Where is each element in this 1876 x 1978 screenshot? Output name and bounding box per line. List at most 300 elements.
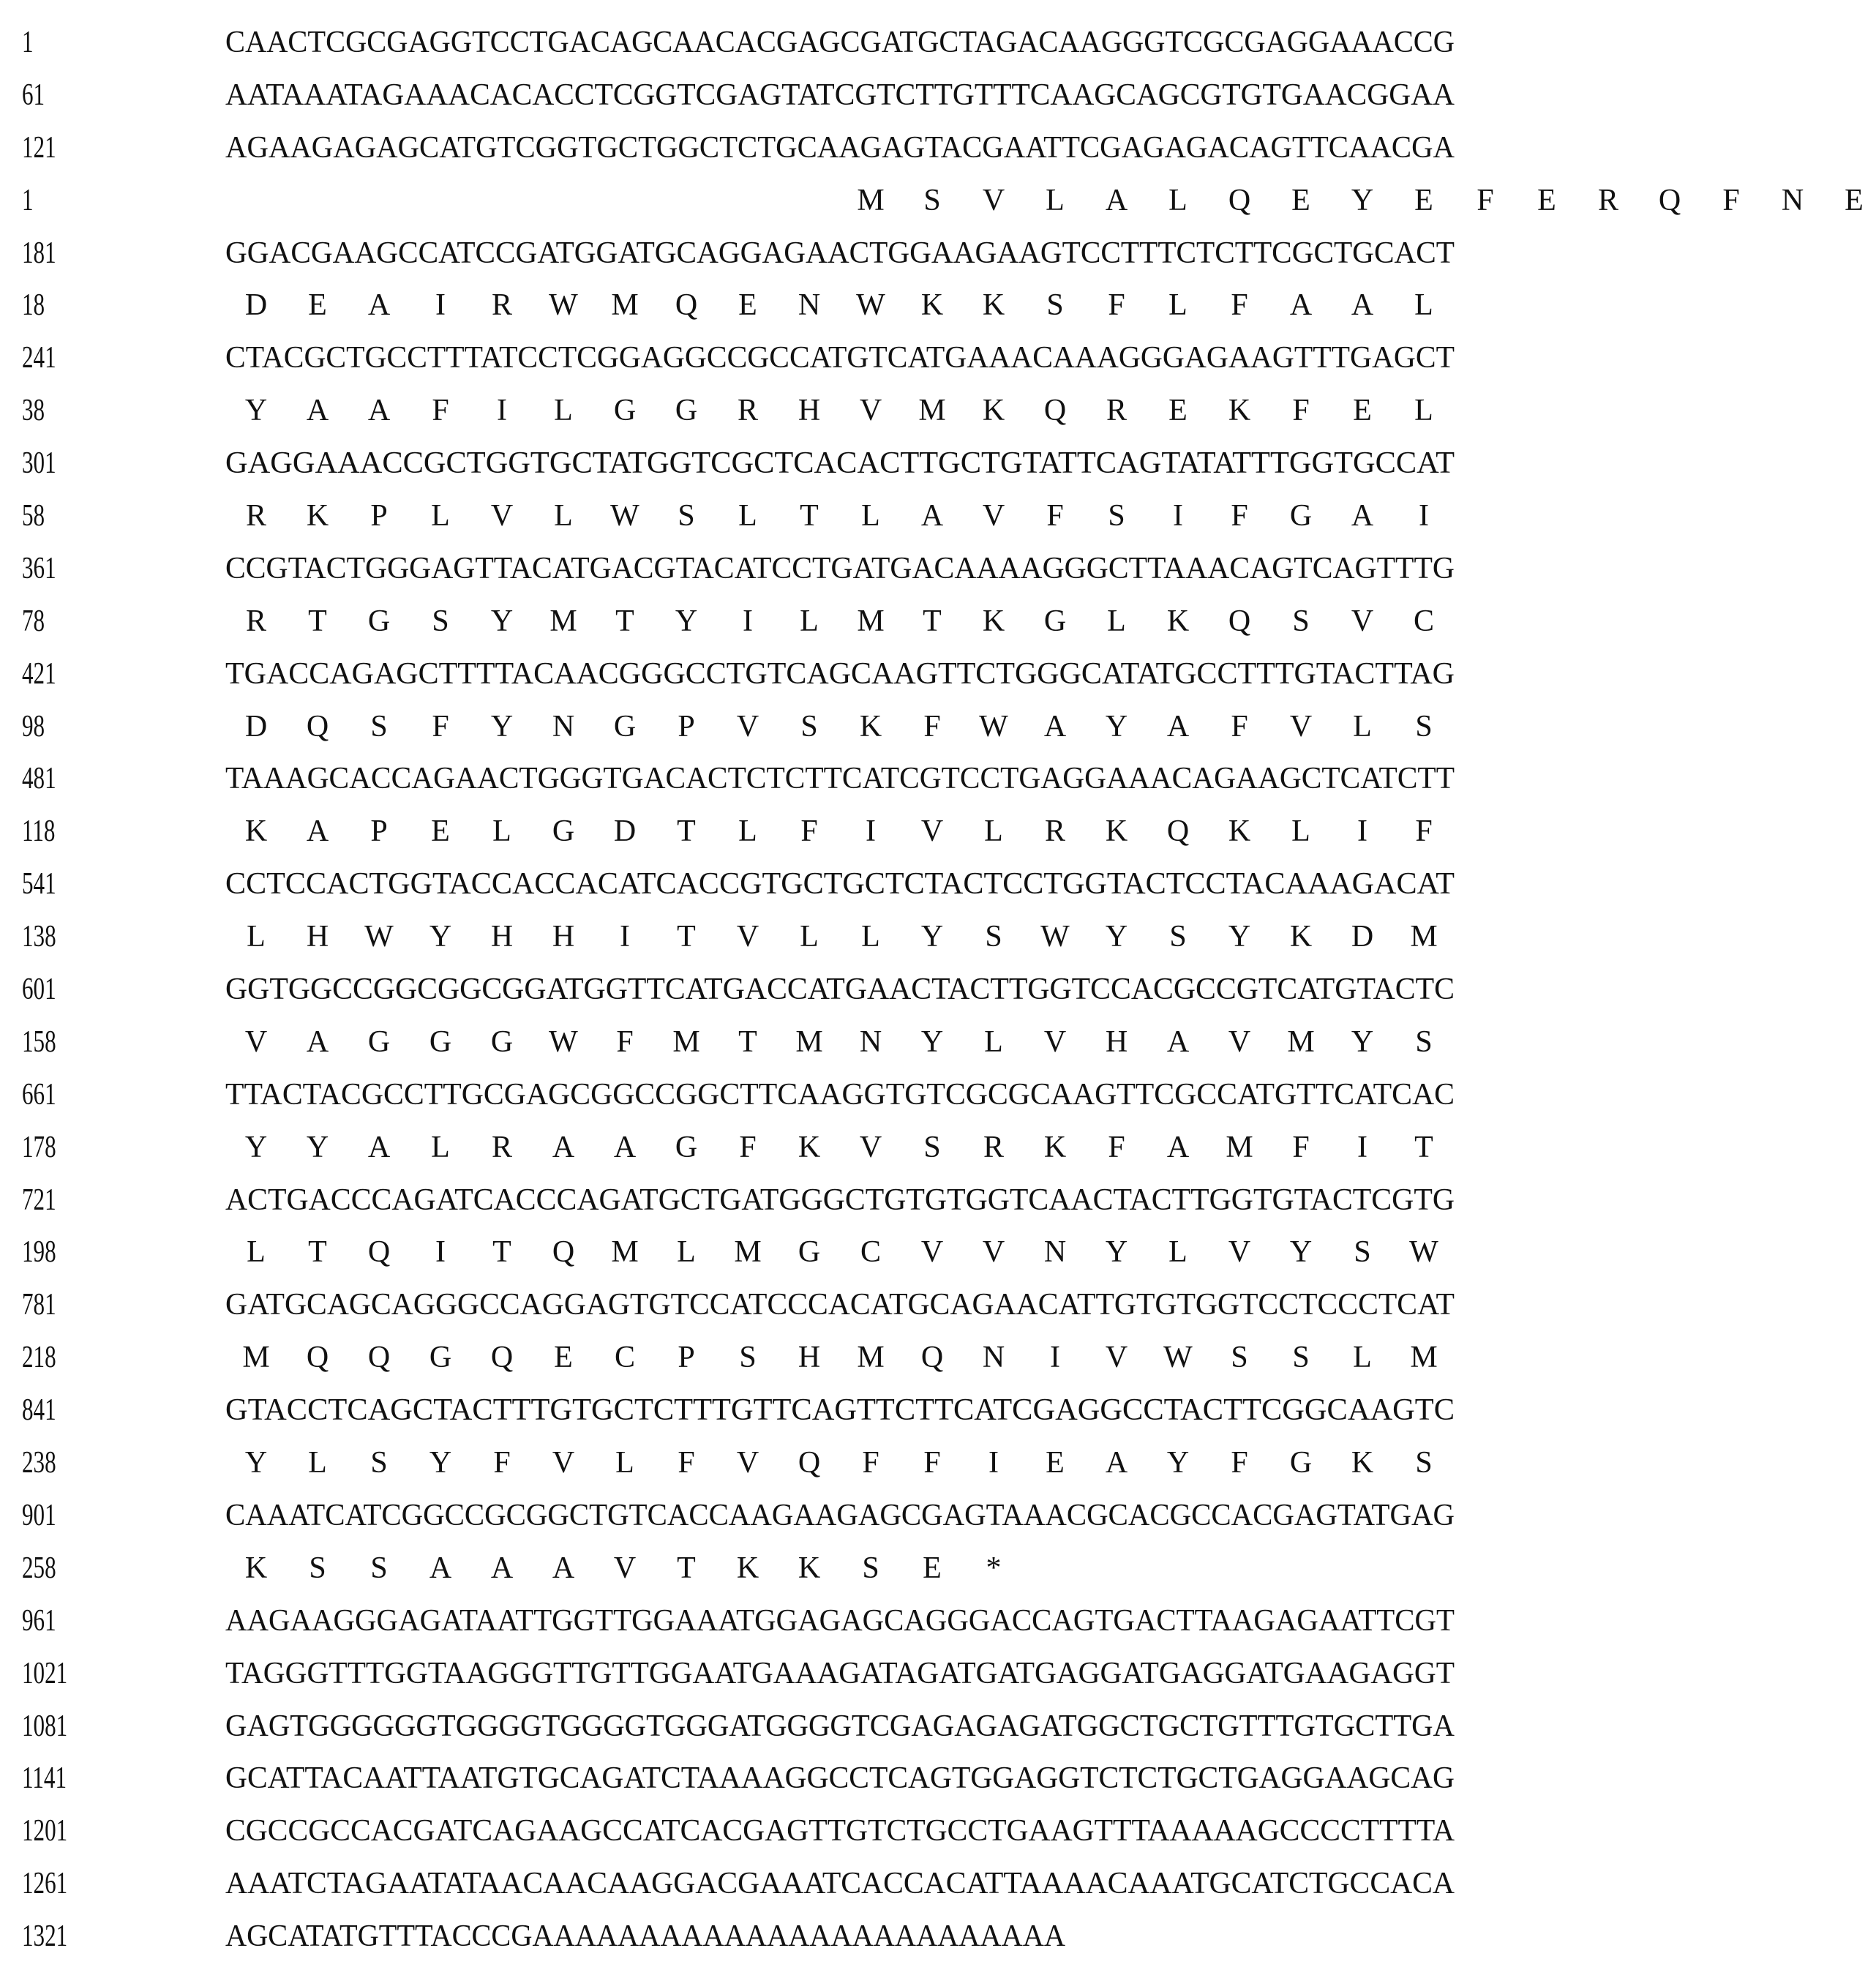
amino-acid-residue: V xyxy=(920,814,944,849)
amino-acid-residue: R xyxy=(1044,814,1065,849)
amino-acid-residue: W xyxy=(549,288,578,323)
amino-acid-residue: C xyxy=(1413,604,1434,638)
nucleotide-row xyxy=(0,1384,1466,1436)
amino-acid-residue: Q xyxy=(1228,183,1251,217)
nucleotide-row xyxy=(0,227,1466,280)
amino-acid-residue: V xyxy=(982,1235,1005,1270)
nucleotide-row xyxy=(0,16,1466,69)
amino-acid-residue: N xyxy=(982,1341,1005,1375)
amino-acid-residue: S xyxy=(678,499,695,533)
amino-acid-residue: V xyxy=(1351,604,1374,638)
amino-acid-sequence xyxy=(225,174,1864,227)
amino-acid-residue: Q xyxy=(1043,394,1067,428)
amino-acid-residue: S xyxy=(1415,709,1433,743)
amino-acid-residue: K xyxy=(982,288,1005,323)
amino-acid-residue: A xyxy=(490,1551,514,1585)
nucleotide-position: 1 xyxy=(22,26,34,59)
amino-acid-sequence xyxy=(225,805,1455,858)
amino-acid-residue: K xyxy=(1166,604,1190,638)
amino-acid-residue: A xyxy=(1351,499,1374,533)
amino-acid-residue: L xyxy=(861,499,880,533)
amino-acid-residue: M xyxy=(1410,1341,1438,1375)
amino-acid-residue: K xyxy=(244,1551,268,1585)
amino-acid-residue: G xyxy=(1289,499,1313,533)
amino-acid-residue: A xyxy=(306,394,329,428)
amino-acid-sequence xyxy=(225,1121,1455,1174)
amino-acid-residue: S xyxy=(1231,1341,1248,1375)
protein-row xyxy=(0,700,1466,753)
amino-acid-residue: Q xyxy=(920,1341,944,1375)
amino-acid-residue: V xyxy=(982,499,1005,533)
protein-row xyxy=(0,805,1466,858)
nucleotide-row xyxy=(0,1595,1466,1647)
amino-acid-residue: F xyxy=(1722,183,1740,217)
amino-acid-residue: M xyxy=(672,1024,700,1059)
amino-acid-residue: H xyxy=(552,920,575,954)
amino-acid-residue: W xyxy=(610,499,639,533)
protein-row xyxy=(0,384,1466,437)
amino-acid-residue: L xyxy=(1353,709,1372,743)
amino-acid-residue: Y xyxy=(920,920,944,954)
nucleotide-row xyxy=(0,1910,1466,1963)
nucleotide-row xyxy=(0,542,1466,595)
amino-acid-residue: W xyxy=(1040,920,1070,954)
amino-acid-residue: G xyxy=(367,1024,391,1059)
amino-acid-residue: Y xyxy=(1105,1235,1128,1270)
amino-acid-residue: G xyxy=(552,814,575,849)
nucleotide-sequence: CAAATCATCGGCCGCGGCTGTCACCAAGAAGAGCGAGTAAACGCACGCCACGAGTATGAG xyxy=(225,1498,1455,1532)
protein-row xyxy=(0,1436,1466,1489)
amino-acid-residue: L xyxy=(738,814,757,849)
amino-acid-residue: F xyxy=(1415,814,1433,849)
nucleotide-row xyxy=(0,121,1466,174)
nucleotide-position: 1201 xyxy=(22,1814,68,1848)
amino-acid-residue: S xyxy=(739,1341,757,1375)
amino-acid-residue: S xyxy=(370,709,388,743)
nucleotide-position: 721 xyxy=(22,1183,56,1217)
amino-acid-residue: K xyxy=(798,1130,821,1164)
amino-acid-residue: K xyxy=(859,709,882,743)
amino-acid-residue: F xyxy=(1231,1446,1248,1480)
amino-acid-residue: Y xyxy=(244,1130,268,1164)
amino-acid-residue: S xyxy=(800,709,818,743)
amino-acid-residue: T xyxy=(308,1235,327,1270)
amino-acid-residue: A xyxy=(920,499,944,533)
amino-acid-residue: L xyxy=(984,1024,1003,1059)
amino-acid-residue: F xyxy=(800,814,818,849)
amino-acid-residue: A xyxy=(613,1130,637,1164)
amino-acid-residue: R xyxy=(245,499,266,533)
amino-acid-residue: V xyxy=(1105,1341,1128,1375)
nucleotide-row xyxy=(0,1489,1466,1542)
amino-acid-residue: E xyxy=(738,288,757,323)
protein-row xyxy=(0,279,1466,331)
amino-acid-residue: R xyxy=(737,394,758,428)
nucleotide-sequence: AAGAAGGGAGATAATTGGTTGGAAATGGAGAGCAGGGACCAGTGACTTAAGAGAATTCGT xyxy=(225,1603,1455,1638)
nucleotide-sequence: AGAAGAGAGCATGTCGGTGCTGGCTCTGCAAGAGTACGAATTCGAGAGACAGTTCAACGA xyxy=(225,130,1455,165)
amino-acid-residue: Y xyxy=(429,920,452,954)
nucleotide-row xyxy=(0,1174,1466,1226)
amino-acid-residue: V xyxy=(552,1446,575,1480)
amino-acid-residue: L xyxy=(1414,288,1433,323)
amino-acid-residue: S xyxy=(1292,604,1310,638)
amino-acid-residue: A xyxy=(367,288,391,323)
amino-acid-residue: S xyxy=(1292,1341,1310,1375)
nucleotide-position: 421 xyxy=(22,656,56,691)
amino-acid-residue: F xyxy=(1108,288,1125,323)
amino-acid-residue: W xyxy=(979,709,1008,743)
amino-acid-residue: H xyxy=(798,394,821,428)
amino-acid-residue: E xyxy=(1168,394,1187,428)
nucleotide-position: 661 xyxy=(22,1077,56,1112)
amino-acid-residue: Q xyxy=(675,288,698,323)
nucleotide-row xyxy=(0,858,1466,910)
amino-acid-residue: H xyxy=(306,920,329,954)
amino-acid-residue: R xyxy=(983,1130,1004,1164)
amino-acid-residue: L xyxy=(677,1235,696,1270)
amino-acid-residue: F xyxy=(1292,394,1310,428)
amino-acid-residue: F xyxy=(923,1446,941,1480)
nucleotide-sequence: GTACCTCAGCTACTTTGTGCTCTTTGTTCAGTTCTTCATCGAGGCCTACTTCGGCAAGTC xyxy=(225,1393,1455,1428)
amino-acid-residue: M xyxy=(857,1341,885,1375)
nucleotide-position: 541 xyxy=(22,867,56,902)
amino-acid-residue: F xyxy=(1231,288,1248,323)
amino-acid-residue: A xyxy=(429,1551,452,1585)
amino-acid-residue: E xyxy=(1414,183,1433,217)
nucleotide-position: 901 xyxy=(22,1498,56,1532)
amino-acid-residue: G xyxy=(429,1341,452,1375)
amino-acid-residue: L xyxy=(1291,814,1310,849)
nucleotide-sequence: CCGTACTGGGAGTTACATGACGTACATCCTGATGACAAAAGGGCTTAAACAGTCAGTTTG xyxy=(225,551,1455,585)
nucleotide-sequence: CAACTCGCGAGGTCCTGACAGCAACACGAGCGATGCTAGACAAGGGTCGCGAGGAAACCG xyxy=(225,26,1455,59)
amino-acid-residue: W xyxy=(549,1024,578,1059)
amino-acid-residue: L xyxy=(615,1446,634,1480)
amino-acid-residue: F xyxy=(678,1446,695,1480)
amino-acid-residue: M xyxy=(857,604,885,638)
amino-acid-residue: M xyxy=(611,288,639,323)
amino-acid-residue: H xyxy=(1105,1024,1128,1059)
amino-acid-residue: L xyxy=(1046,183,1065,217)
amino-acid-residue: M xyxy=(857,183,885,217)
nucleotide-sequence: TGACCAGAGCTTTTACAACGGGCCTGTCAGCAAGTTCTGGGCATATGCCTTTGTACTTAG xyxy=(225,656,1455,691)
residue-position: 38 xyxy=(22,394,45,428)
amino-acid-residue: W xyxy=(364,920,394,954)
amino-acid-residue: G xyxy=(613,394,637,428)
amino-acid-residue: C xyxy=(614,1341,635,1375)
nucleotide-sequence: AGCATATGTTTACCCGAAAAAAAAAAAAAAAAAAAAAAAAA xyxy=(225,1919,1065,1954)
amino-acid-residue: F xyxy=(1292,1130,1310,1164)
amino-acid-residue: Y xyxy=(1105,709,1128,743)
stop-codon-marker: * xyxy=(986,1551,1002,1585)
nucleotide-position: 361 xyxy=(22,551,56,585)
amino-acid-sequence xyxy=(225,490,1455,542)
amino-acid-residue: R xyxy=(491,288,512,323)
amino-acid-residue: G xyxy=(490,1024,514,1059)
amino-acid-residue: L xyxy=(247,920,266,954)
amino-acid-residue: D xyxy=(1351,920,1374,954)
amino-acid-residue: S xyxy=(862,1551,879,1585)
amino-acid-residue: F xyxy=(739,1130,757,1164)
amino-acid-residue: T xyxy=(738,1024,757,1059)
amino-acid-sequence xyxy=(225,1436,1455,1489)
amino-acid-residue: A xyxy=(1289,288,1313,323)
amino-acid-residue: A xyxy=(1351,288,1374,323)
amino-acid-residue: Y xyxy=(490,709,514,743)
amino-acid-residue: L xyxy=(1414,394,1433,428)
nucleotide-row xyxy=(0,1278,1466,1331)
amino-acid-residue: V xyxy=(859,394,882,428)
amino-acid-residue: I xyxy=(1050,1341,1060,1375)
amino-acid-residue: S xyxy=(1415,1446,1433,1480)
amino-acid-residue: Y xyxy=(244,1446,268,1480)
amino-acid-residue: I xyxy=(743,604,753,638)
nucleotide-row xyxy=(0,752,1466,805)
amino-acid-residue: I xyxy=(866,814,876,849)
amino-acid-residue: K xyxy=(1228,814,1251,849)
nucleotide-position: 1081 xyxy=(22,1709,68,1743)
amino-acid-residue: Y xyxy=(306,1130,329,1164)
amino-acid-residue: L xyxy=(1168,288,1187,323)
residue-position: 18 xyxy=(22,288,45,323)
amino-acid-residue: T xyxy=(677,1551,696,1585)
amino-acid-residue: N xyxy=(859,1024,882,1059)
nucleotide-position: 61 xyxy=(22,78,45,112)
amino-acid-sequence xyxy=(225,700,1455,753)
residue-position: 98 xyxy=(22,709,45,743)
amino-acid-residue: K xyxy=(982,394,1005,428)
amino-acid-residue: Q xyxy=(490,1341,514,1375)
amino-acid-residue: Q xyxy=(367,1235,391,1270)
nucleotide-sequence: TAGGGTTTGGTAAGGGTTGTTGGAATGAAAGATAGATGATGAGGATGAGGATGAAGAGGT xyxy=(225,1656,1455,1690)
amino-acid-residue: A xyxy=(306,814,329,849)
amino-acid-residue: I xyxy=(1357,1130,1367,1164)
protein-row xyxy=(0,490,1466,542)
amino-acid-residue: Y xyxy=(1228,920,1251,954)
amino-acid-residue: W xyxy=(1409,1235,1438,1270)
amino-acid-residue: F xyxy=(1477,183,1494,217)
amino-acid-residue: E xyxy=(1291,183,1310,217)
amino-acid-residue: T xyxy=(308,604,327,638)
amino-acid-residue: L xyxy=(554,394,573,428)
amino-acid-residue: E xyxy=(1353,394,1372,428)
amino-acid-residue: E xyxy=(554,1341,573,1375)
amino-acid-residue: L xyxy=(1107,604,1126,638)
amino-acid-residue: A xyxy=(1166,1130,1190,1164)
amino-acid-residue: N xyxy=(1043,1235,1067,1270)
nucleotide-position: 241 xyxy=(22,341,56,375)
residue-position: 1 xyxy=(22,183,34,217)
residue-position: 118 xyxy=(22,814,56,849)
nucleotide-sequence: TAAAGCACCAGAACTGGGTGACACTCTCTTCATCGTCCTGAGGAAACAGAAGCTCATCTT xyxy=(225,762,1455,796)
amino-acid-sequence xyxy=(225,910,1455,963)
residue-position: 218 xyxy=(22,1341,56,1375)
amino-acid-residue: G xyxy=(429,1024,452,1059)
nucleotide-position: 961 xyxy=(22,1603,56,1638)
amino-acid-residue: K xyxy=(1043,1130,1067,1164)
amino-acid-residue: M xyxy=(549,604,577,638)
amino-acid-residue: A xyxy=(306,1024,329,1059)
nucleotide-position: 1141 xyxy=(22,1761,67,1796)
amino-acid-residue: F xyxy=(432,394,449,428)
protein-row xyxy=(0,595,1466,648)
amino-acid-residue: V xyxy=(920,1235,944,1270)
nucleotide-sequence: GAGTGGGGGGTGGGGTGGGGTGGGATGGGGTCGAGAGAGATGGCTGCTGTTTGTGCTTGA xyxy=(225,1709,1455,1743)
amino-acid-residue: F xyxy=(432,709,449,743)
amino-acid-residue: I xyxy=(620,920,630,954)
nucleotide-row xyxy=(0,1068,1466,1121)
amino-acid-residue: S xyxy=(1354,1235,1371,1270)
amino-acid-residue: L xyxy=(861,920,880,954)
protein-row xyxy=(0,1016,1466,1068)
amino-acid-residue: Y xyxy=(244,394,268,428)
amino-acid-residue: D xyxy=(244,709,268,743)
amino-acid-residue: R xyxy=(491,1130,512,1164)
nucleotide-row xyxy=(0,963,1466,1016)
nucleotide-sequence: AAATCTAGAATATAACAACAAGGACGAAATCACCACATTAAAACAAATGCATCTGCCACA xyxy=(225,1867,1455,1901)
amino-acid-residue: K xyxy=(982,604,1005,638)
amino-acid-residue: Y xyxy=(490,604,514,638)
amino-acid-residue: V xyxy=(859,1130,882,1164)
amino-acid-residue: G xyxy=(1289,1446,1313,1480)
amino-acid-residue: L xyxy=(1168,1235,1187,1270)
amino-acid-residue: Q xyxy=(1658,183,1681,217)
residue-position: 158 xyxy=(22,1024,56,1059)
amino-acid-residue: E xyxy=(1046,1446,1065,1480)
amino-acid-residue: F xyxy=(493,1446,511,1480)
amino-acid-residue: M xyxy=(1226,1130,1253,1164)
amino-acid-residue: K xyxy=(736,1551,759,1585)
amino-acid-residue: Q xyxy=(552,1235,575,1270)
amino-acid-residue: E xyxy=(1845,183,1864,217)
amino-acid-residue: K xyxy=(1105,814,1128,849)
nucleotide-sequence: GAGGAAACCGCTGGTGCTATGGTCGCTCACACTTGCTGTATTCAGTATATTTGGTGCCAT xyxy=(225,446,1455,481)
amino-acid-residue: T xyxy=(615,604,634,638)
amino-acid-residue: D xyxy=(244,288,268,323)
amino-acid-residue: I xyxy=(435,288,446,323)
residue-position: 178 xyxy=(22,1130,56,1164)
amino-acid-residue: I xyxy=(435,1235,446,1270)
residue-position: 138 xyxy=(22,920,56,954)
amino-acid-residue: L xyxy=(554,499,573,533)
nucleotide-sequence: GGACGAAGCCATCCGATGGATGCAGGAGAACTGGAAGAAGTCCTTTCTCTTCGCTGCACT xyxy=(225,236,1455,270)
nucleotide-position: 301 xyxy=(22,446,56,481)
amino-acid-residue: M xyxy=(242,1341,270,1375)
residue-position: 238 xyxy=(22,1446,56,1480)
amino-acid-residue: N xyxy=(1781,183,1804,217)
nucleotide-position: 601 xyxy=(22,973,56,1007)
amino-acid-residue: F xyxy=(862,1446,879,1480)
amino-acid-residue: G xyxy=(675,394,698,428)
amino-acid-residue: P xyxy=(370,499,388,533)
amino-acid-residue: Y xyxy=(920,1024,944,1059)
residue-position: 198 xyxy=(22,1235,56,1270)
amino-acid-residue: E xyxy=(923,1551,942,1585)
nucleotide-position: 121 xyxy=(22,130,56,165)
amino-acid-residue: M xyxy=(1287,1024,1315,1059)
amino-acid-residue: E xyxy=(308,288,327,323)
nucleotide-row xyxy=(0,331,1466,384)
amino-acid-residue: F xyxy=(1231,709,1248,743)
protein-row xyxy=(0,174,1864,227)
amino-acid-residue: E xyxy=(1537,183,1556,217)
amino-acid-residue: P xyxy=(678,709,695,743)
amino-acid-residue: A xyxy=(1166,709,1190,743)
nucleotide-sequence: AATAAATAGAAACACACCTCGGTCGAGTATCGTCTTGTTTCAAGCAGCGTGTGAACGGAA xyxy=(225,78,1455,112)
residue-position: 258 xyxy=(22,1551,56,1585)
amino-acid-residue: V xyxy=(1228,1024,1251,1059)
amino-acid-residue: D xyxy=(613,814,637,849)
amino-acid-residue: S xyxy=(370,1446,388,1480)
amino-acid-sequence xyxy=(225,384,1455,437)
amino-acid-residue: L xyxy=(308,1446,327,1480)
amino-acid-residue: V xyxy=(736,709,759,743)
amino-acid-residue: L xyxy=(492,814,511,849)
amino-acid-residue: K xyxy=(798,1551,821,1585)
amino-acid-residue: M xyxy=(1410,920,1438,954)
amino-acid-residue: L xyxy=(738,499,757,533)
amino-acid-residue: T xyxy=(923,604,942,638)
amino-acid-residue: M xyxy=(734,1235,762,1270)
amino-acid-residue: Y xyxy=(1351,183,1374,217)
amino-acid-residue: F xyxy=(616,1024,634,1059)
amino-acid-residue: K xyxy=(920,288,944,323)
amino-acid-residue: L xyxy=(431,1130,450,1164)
amino-acid-residue: N xyxy=(552,709,575,743)
amino-acid-residue: G xyxy=(367,604,391,638)
amino-acid-residue: V xyxy=(244,1024,268,1059)
amino-acid-residue: L xyxy=(984,814,1003,849)
amino-acid-sequence xyxy=(225,1226,1455,1278)
amino-acid-residue: V xyxy=(1228,1235,1251,1270)
amino-acid-residue: Q xyxy=(1166,814,1190,849)
amino-acid-residue: V xyxy=(613,1551,637,1585)
nucleotide-sequence: GATGCAGCAGGGCCAGGAGTGTCCATCCCACATGCAGAACATTGTGTGGTCCTCCCTCAT xyxy=(225,1288,1455,1322)
amino-acid-residue: P xyxy=(370,814,388,849)
amino-acid-residue: A xyxy=(552,1130,575,1164)
amino-acid-residue: A xyxy=(1105,183,1128,217)
amino-acid-residue: M xyxy=(918,394,946,428)
amino-acid-residue: S xyxy=(985,920,1002,954)
nucleotide-sequence: CCTCCACTGGTACCACCACATCACCGTGCTGCTCTACTCCTGGTACTCCTACAAAGACAT xyxy=(225,867,1455,902)
amino-acid-residue: K xyxy=(306,499,329,533)
amino-acid-residue: T xyxy=(677,920,696,954)
residue-position: 58 xyxy=(22,499,45,533)
nucleotide-position: 1021 xyxy=(22,1656,68,1690)
amino-acid-residue: V xyxy=(982,183,1005,217)
amino-acid-residue: I xyxy=(1357,814,1367,849)
nucleotide-row xyxy=(0,1647,1466,1700)
amino-acid-residue: Q xyxy=(1228,604,1251,638)
nucleotide-sequence: GGTGGCCGGCGGCGGATGGTTCATGACCATGAACTACTTGGTCCACGCCGTCATGTACTC xyxy=(225,973,1455,1007)
nucleotide-sequence: CTACGCTGCCTTTATCCTCGGAGGCCGCCATGTCATGAAACAAAGGGAGAAGTTTGAGCT xyxy=(225,341,1455,375)
amino-acid-residue: Q xyxy=(798,1446,821,1480)
amino-acid-residue: Q xyxy=(306,1341,329,1375)
amino-acid-residue: R xyxy=(245,604,266,638)
residue-position: 78 xyxy=(22,604,45,638)
nucleotide-position: 481 xyxy=(22,762,56,796)
amino-acid-residue: G xyxy=(1043,604,1067,638)
amino-acid-residue: Y xyxy=(1289,1235,1313,1270)
amino-acid-residue: A xyxy=(1166,1024,1190,1059)
amino-acid-residue: T xyxy=(1414,1130,1433,1164)
amino-acid-residue: A xyxy=(367,1130,391,1164)
amino-acid-sequence xyxy=(225,1016,1455,1068)
nucleotide-row xyxy=(0,1805,1466,1857)
amino-acid-residue: V xyxy=(1289,709,1313,743)
amino-acid-residue: A xyxy=(552,1551,575,1585)
amino-acid-residue: S xyxy=(1415,1024,1433,1059)
amino-acid-sequence xyxy=(225,1331,1455,1384)
